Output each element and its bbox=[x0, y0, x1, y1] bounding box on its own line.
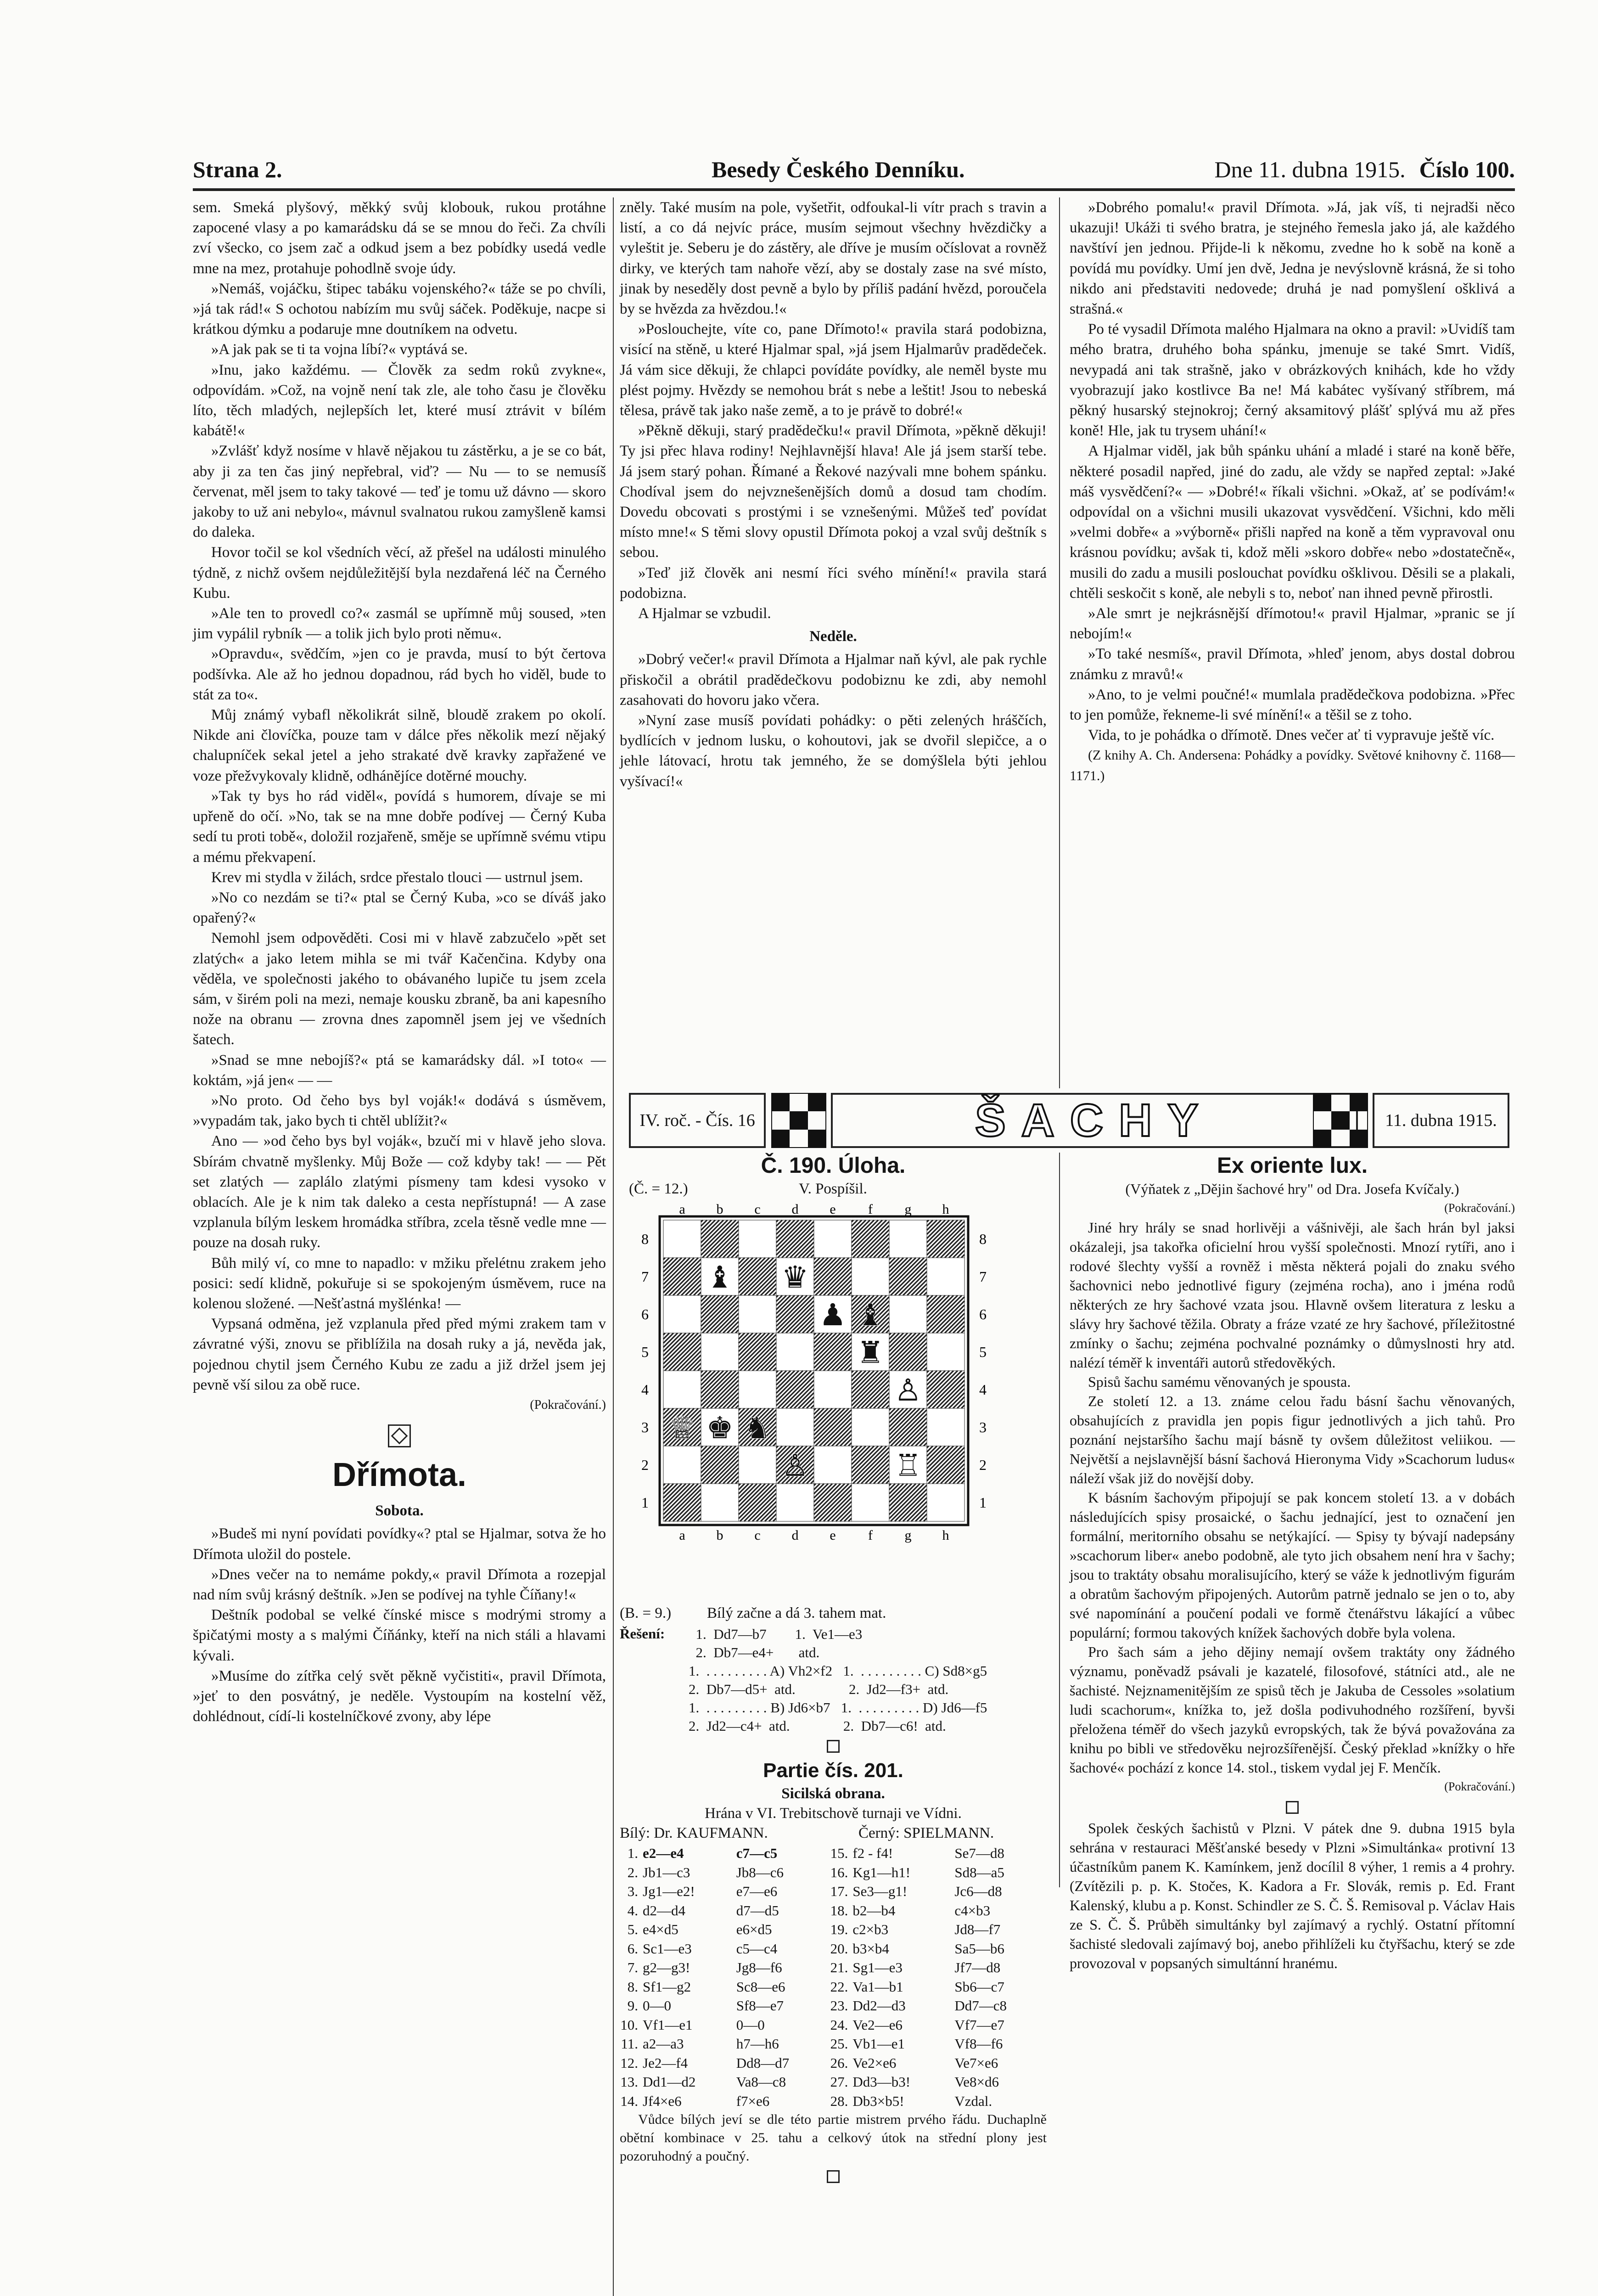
move-cell: g2—g3! bbox=[643, 1959, 690, 1975]
table-row bbox=[620, 1863, 1047, 1882]
rank-label: 8 bbox=[641, 1231, 649, 1247]
file-label: b bbox=[716, 1528, 723, 1543]
publication-title: Besedy Českého Denníku. bbox=[712, 157, 965, 182]
move-cell: Ve2—e6 bbox=[852, 2016, 903, 2033]
paragraph: Krev mi stydla v žilách, srdce přestalo tlouci — ustrnul jsem. bbox=[211, 869, 583, 886]
board-square bbox=[927, 1484, 964, 1521]
file-label: d bbox=[791, 1202, 799, 1217]
board-square bbox=[852, 1484, 889, 1521]
move-cell: 12. bbox=[620, 2054, 638, 2071]
paragraph: »To také nesmíš«, pravil Dřímota, »hleď jenom, abys dostal dobrou známku z mravů!« bbox=[1070, 646, 1515, 683]
board-square bbox=[776, 1408, 814, 1446]
move-cell: Jg8—f6 bbox=[736, 1959, 782, 1975]
move-cell: Se7—d8 bbox=[954, 1845, 1004, 1861]
table-row bbox=[620, 1958, 1047, 1977]
ornament-icon bbox=[388, 1424, 411, 1447]
move-cell: 0—0 bbox=[643, 1998, 671, 2014]
paragraph: »Snad se mne nebojíš?« ptá se kamarádsky dál. »I toto« — koktám, »já jen« — — bbox=[193, 1052, 606, 1089]
paragraph: »Nemáš, vojáčku, štipec tabáku vojenského?« táže se po chvíli, »já tak rád!« S ochotou nabízím mu svůj sáček. Poděkuje, nacpe si krátkou dýmku a podaruje mne doutníkem na odvetu. bbox=[193, 280, 606, 338]
problem-author: V. Pospíšil. bbox=[799, 1181, 867, 1197]
table-row bbox=[620, 1939, 1047, 1958]
table-row bbox=[620, 2034, 1047, 2054]
paragraph: »Zvlášť když nosíme v hlavě nějakou tu zástěrku, a je se co bát, aby ji za ten čas jiný nepřebral, viď? — Nu — to se nemusíš červenat, měl jsem to taky takové — teď je tomu už dávno — skoro jakoby to už ani nebylo«, mávnul svalnatou rukou zamyšleně kamsi do daleka. bbox=[193, 443, 606, 541]
board-square bbox=[889, 1295, 927, 1333]
board-square bbox=[927, 1408, 964, 1446]
move-cell: c4×b3 bbox=[954, 1902, 991, 1919]
column-1 bbox=[193, 197, 606, 1727]
move-cell: 16. bbox=[830, 1864, 848, 1880]
move-cell: 0—0 bbox=[736, 2016, 765, 2033]
white-player: Bílý: Dr. KAUFMANN. bbox=[620, 1825, 768, 1841]
move-cell: Sf8—e7 bbox=[736, 1998, 784, 2014]
file-label: e bbox=[830, 1202, 836, 1217]
move-cell: 15. bbox=[830, 1845, 848, 1861]
move-cell: 5. bbox=[627, 1921, 638, 1937]
move-cell: 23. bbox=[830, 1998, 848, 2014]
move-cell: Ve2×e6 bbox=[852, 2054, 897, 2071]
rank-label: 2 bbox=[979, 1457, 987, 1473]
paragraph: »A jak pak se ti ta vojna líbí?« vyptává se. bbox=[211, 341, 468, 358]
move-cell: 21. bbox=[830, 1959, 848, 1975]
problem-title: Č. 190. Úloha. bbox=[761, 1154, 906, 1178]
volume-number: IV. roč. - Čís. 16 bbox=[629, 1093, 766, 1148]
file-label: a bbox=[679, 1528, 685, 1543]
move-cell: c2×b3 bbox=[852, 1921, 889, 1937]
checker-ornament bbox=[771, 1093, 826, 1148]
move-cell: Vf8—f6 bbox=[954, 2036, 1003, 2052]
move-cell: c5—c4 bbox=[736, 1940, 778, 1957]
move-cell: Jg1—e2! bbox=[643, 1883, 695, 1899]
table-row bbox=[620, 1901, 1047, 1920]
move-cell: Dd2—d3 bbox=[852, 1998, 906, 2014]
essay-subtitle: (Výňatek z „Dějin šachové hry" od Dra. Josefa Kvíčaly.) bbox=[1125, 1181, 1459, 1197]
board-square bbox=[852, 1408, 889, 1446]
move-cell: 20. bbox=[830, 1940, 848, 1957]
board-square bbox=[739, 1371, 776, 1408]
page-number: Strana 2. bbox=[193, 157, 282, 182]
move-cell: Jb8—c6 bbox=[736, 1864, 784, 1880]
rank-label: 7 bbox=[979, 1268, 987, 1285]
move-cell: Sa5—b6 bbox=[954, 1940, 1004, 1957]
move-cell: Vf1—e1 bbox=[643, 2016, 693, 2033]
move-cell: Sd8—a5 bbox=[954, 1864, 1004, 1880]
move-cell: e7—e6 bbox=[736, 1883, 778, 1899]
continued-note: (Pokračování.) bbox=[530, 1397, 606, 1412]
rank-label: 6 bbox=[979, 1306, 987, 1322]
game-moves bbox=[620, 1844, 1047, 2110]
board-square bbox=[814, 1446, 852, 1484]
move-cell: 4. bbox=[627, 1902, 638, 1919]
move-cell: d7—d5 bbox=[736, 1902, 779, 1919]
chess-piece: ♛ bbox=[781, 1260, 809, 1295]
board-square bbox=[776, 1484, 814, 1521]
piece-count: (B. = 9.) bbox=[620, 1605, 672, 1621]
paragraph: »No proto. Od čeho bys byl voják!« dodává s úsměvem, »vypadám tak, jako bych ti chtěl ublížit?« bbox=[193, 1092, 606, 1130]
paragraph: Jiné hry hrály se snad horlivěji a vášnivěji, ale šach hrán byl jaksi okázaleji, jsa takořka oficielní hrou vyšší společnosti. Mnozí rytíři, ano i rodové šlechty vyšší a rovněž i města některá pojali do znaku svého šachovnici nebo jednotlivé figury (zejména rocha), ano i jména rodů některých ze hry šachové vzata jsou. Hlavně ovšem literatura z lesku a slávy hry šachové těžila. Obraty a fráze vzaté ze hry šachové, příležitostné zmínky o šachu; zejména pochvalné poznámky o důmyslnosti hry atd. nalézí téměř k inventáři autorů středověkých. bbox=[1070, 1219, 1515, 1371]
paragraph: »Tak ty bys ho rád viděl«, povídá s humorem, dívaje se mi upřeně do očí. »No, tak se na mne dobře podívej — Černý Kuba sedí tu proti tobě«, doložil rozjařeně, směje se upřímně svému vtipu a mému překvapení. bbox=[193, 788, 606, 866]
move-cell: 22. bbox=[830, 1978, 848, 1995]
rank-label: 3 bbox=[979, 1419, 987, 1435]
paragraph: »No co nezdám se ti?« ptal se Černý Kuba, »co se díváš jako opařený?« bbox=[193, 889, 606, 927]
move-cell: Jc6—d8 bbox=[954, 1883, 1002, 1899]
move-cell: Je2—f4 bbox=[643, 2054, 688, 2071]
rank-label: 5 bbox=[641, 1344, 649, 1360]
move-cell: d2—d4 bbox=[643, 1902, 685, 1919]
table-row bbox=[620, 2054, 1047, 2073]
paragraph: »Ale smrt je nejkrásnější dřímotou!« pravil Hjalmar, »pranic se jí nebojím!« bbox=[1070, 605, 1515, 642]
board-square bbox=[852, 1258, 889, 1295]
essay-title: Ex oriente lux. bbox=[1217, 1154, 1368, 1178]
chess-piece: ♝ bbox=[706, 1260, 734, 1295]
file-label: d bbox=[791, 1528, 799, 1543]
board-square bbox=[739, 1446, 776, 1484]
board-square bbox=[739, 1295, 776, 1333]
column-2 bbox=[620, 197, 1047, 792]
paragraph: »Poslouchejte, víte co, pane Dřímoto!« pravila stará podobizna, visící na stěně, u které Hjalmar spal, »já jsem Hjalmarův pradědeček. Já vám sice děkuji, že chlapci povídáte povídky, ale neměl byste mu plést pojmy. Hvězdy se nemohou brát s nebe a leštit! Jsou to nebeská tělesa, právě tak jako naše země, a to je právě to dobré!« bbox=[620, 321, 1047, 419]
move-cell: e4×d5 bbox=[643, 1921, 678, 1937]
paragraph: »Nyní zase musíš povídati pohádky: o pěti zelených hráščích, bydlících v jednom lusku, o kohoutovi, jak se dvořil slepičce, a o jehle látovací, hrotu tak jemného, že se domýšlela býti jehlou vyšívací!« bbox=[620, 712, 1047, 790]
chess-piece: ♞ bbox=[744, 1410, 771, 1446]
column-rule bbox=[1059, 1153, 1060, 1887]
chess-essay-column bbox=[1070, 1153, 1515, 1973]
move-cell: Va1—b1 bbox=[852, 1978, 903, 1995]
paragraph: »Musíme do zítřka celý svět pěkně vyčistiti«, pravil Dřímota, »jeť to den posvátný, je neděle. Vystoupím na kostelní věž, dohlédnout, cídí-li kostelníčkové zvony, aby lépe bbox=[193, 1667, 606, 1725]
paragraph: »Ano, to je velmi poučné!« mumlala pradědečkova podobizna. »Přec to jen pomůže, řekneme-li své mínění!« a těšil se z toho. bbox=[1070, 686, 1515, 724]
black-player: Černý: SPIELMANN. bbox=[858, 1825, 994, 1841]
column-rule bbox=[1059, 197, 1060, 1088]
paragraph: K básním šachovým připojují se pak koncem století 13. a v dobách následujících spisy prosaické, o šachu jednající, jest to označení jen formální, meritorního obsahu se netýkající. — Spisy ty bývají nadepsány »scachorum liber« anebo podobně, ale tyto jich obsahem není hra v šachy; jsou to traktáty obsahu moralisujícího, který se váže k jednotlivým figurám a obratům šachovým připojených. Autorům patrně jednalo se jen o to, aby své napomínání a poučení podali ve formě čtenářstvu lákající a vůbec populární; formou takových knížek šachových dobře byla volena. bbox=[1070, 1489, 1515, 1641]
continued-note: (Pokračování.) bbox=[1444, 1201, 1515, 1215]
move-cell: Va8—c8 bbox=[736, 2074, 786, 2090]
rank-label: 4 bbox=[641, 1381, 649, 1398]
paragraph: »Dnes večer na to nemáme pokdy,« pravil Dřímota a rozepjal nad ním svůj krásný deštník. »Jen se podívej na tyhle Číňany!« bbox=[193, 1566, 606, 1603]
file-label: e bbox=[830, 1528, 836, 1543]
rank-label: 1 bbox=[979, 1494, 987, 1511]
chess-problem-column bbox=[620, 1153, 1047, 2188]
solution: 1. Dd7—b7 1. Ve1—e3 2. Db7—e4+ atd. 1. . . . . . . . . . A) Vh2×f2 1. . . . . . . . . . C) Sd8×g5 2. Db7—d5+ atd. 2. Jd2—f3+ atd. 1. . . . . . . . . . B) Jd6×b7 1. . . . . . . . . . D) Jd6—f5 2. Jd2—c4+ atd. 2. Db7—c6! atd. bbox=[689, 1626, 987, 1734]
separator-icon bbox=[827, 1740, 840, 1753]
board-square bbox=[739, 1220, 776, 1258]
move-cell: b2—b4 bbox=[852, 1902, 896, 1919]
move-cell: 6. bbox=[627, 1940, 638, 1957]
chess-date: 11. dubna 1915. bbox=[1373, 1093, 1509, 1148]
chess-piece: ♜ bbox=[857, 1335, 884, 1370]
paragraph: A Hjalmar se vzbudil. bbox=[638, 605, 771, 622]
page-header bbox=[193, 156, 1515, 191]
table-row bbox=[620, 1920, 1047, 1939]
rank-label: 4 bbox=[979, 1381, 987, 1398]
column-3 bbox=[1070, 197, 1515, 786]
move-cell: Vb1—e1 bbox=[852, 2036, 905, 2052]
continued-note: (Pokračování.) bbox=[1444, 1780, 1515, 1793]
table-row bbox=[620, 2015, 1047, 2035]
move-cell: Jb1—c3 bbox=[643, 1864, 690, 1880]
move-cell: b3×b4 bbox=[852, 1940, 889, 1957]
paragraph: A Hjalmar viděl, jak bůh spánku uhání a mladé i staré na koně běře, některé posadil napřed, jiné do zadu, ale vždy se napřed zeptal: »Jaké máš vysvědčení?« — »Dobré!« říkali všichni. »Okaž, ať se podívám!« odpovídal on a všichni musili ukazovat vysvědčení. Všichni, kdo měli »velmi dobře« a »výborně« přišli napřed na koně a těm vypravoval onu krásnou povídku; avšak ti, kdož měli »skoro dobře« nebo »dostatečně«, musili do zadu a musili poslouchat povídku ošklivou. Děsili se a plakali, chtěli seskočit s koně, ale nebyli s to, neboť nan ihned pevně přirostli. bbox=[1070, 443, 1515, 602]
chess-diagram bbox=[620, 1199, 1047, 1604]
move-cell: Sc1—e3 bbox=[643, 1940, 692, 1957]
move-cell: Sf1—g2 bbox=[643, 1978, 691, 1995]
move-cell: Db3×b5! bbox=[852, 2093, 904, 2109]
club-report: Spolek českých šachistů v Plzni. V pátek dne 9. dubna 1915 byla sehrána v restauraci Měšťanské besedy v Plzni »Simultánka« protivní 13 účastníkům panem K. Kamínkem, jenž docílil 8 výher, 1 remis a 4 prohry. (Zvítězili p. p. K. Stočes, K. Kadora a Fr. Slovák, remis p. Ed. Frant Kalenský, klubu a p. Konst. Schindler ze S. Č. Š. Remisoval p. Václav Hais ze S. Č. Š. Průběh simultánky byl zajímavý a rychlý. Ostatní přítomní šachisté sledovali zajímavý boj, anebo přihlíželi ku čtyřšachu, který se zde provozoval v popsaných simultánní hranému. bbox=[1070, 1820, 1515, 1971]
move-cell: 28. bbox=[830, 2093, 848, 2109]
board-square bbox=[663, 1446, 701, 1484]
move-cell: a2—a3 bbox=[643, 2036, 684, 2052]
day-heading: Neděle. bbox=[809, 628, 857, 645]
board-square bbox=[889, 1220, 927, 1258]
move-cell: Ve7×e6 bbox=[954, 2054, 998, 2071]
board-square bbox=[814, 1220, 852, 1258]
paragraph: Ze století 12. a 13. známe celou řadu básní šachu věnovaných, obsahujících z pravidla jen popis figur jednotlivých a jich tahů. Pro poznání nejstaršího šachu mají básně ty ovšem důležitost veliikou. — Největší a nejslavnější básní šachová Hieronyma Vidy »Scachorum ludus« náleží však již do novější doby. bbox=[1070, 1393, 1515, 1486]
move-cell: 3. bbox=[627, 1883, 638, 1899]
move-cell: 19. bbox=[830, 1921, 848, 1937]
move-cell: e6×d5 bbox=[736, 1921, 772, 1937]
board-square bbox=[927, 1258, 964, 1295]
paragraph: Deštník podobal se velké čínské misce s modrými stromy a špičatými mosty a s malými Číňánky, kteří na nich stáli a hlavami kývali. bbox=[193, 1607, 606, 1664]
game-event: Hrána v VI. Trebitschově turnaji ve Vídni. bbox=[705, 1805, 962, 1822]
file-label: h bbox=[942, 1202, 949, 1217]
move-cell: Vzdal. bbox=[954, 2093, 992, 2109]
move-cell: Kg1—h1! bbox=[852, 1864, 911, 1880]
board-square bbox=[776, 1333, 814, 1371]
board-square bbox=[701, 1484, 739, 1521]
chess-piece: ♙ bbox=[894, 1373, 922, 1408]
move-cell: Jd8—f7 bbox=[954, 1921, 1001, 1937]
chess-piece: ♚ bbox=[706, 1410, 734, 1446]
paragraph: »Dobrého pomalu!« pravil Dřímota. »Já, jak víš, ti nejradši něco ukazuji! Ukáži ti svého bratra, je stejného řemesla jako já, ale každého navštíví jen jednou. Přijde-li k někomu, zvedne ho k sobě na koně a povídá mu povídky. Umí jen dvě, Jedna je nevýslovně krásná, že si toho nikdo ani představiti nedovede; druhá je nad pomyšlení ošklivá a strašná.« bbox=[1070, 199, 1515, 318]
table-row bbox=[620, 2072, 1047, 2092]
chess-piece: ♙ bbox=[781, 1448, 809, 1483]
move-cell: 13. bbox=[620, 2074, 638, 2090]
game-opening: Sicilská obrana. bbox=[781, 1785, 885, 1802]
table-row bbox=[620, 1882, 1047, 1901]
section-title: ŠACHY bbox=[831, 1093, 1358, 1148]
file-label: f bbox=[868, 1202, 873, 1217]
paragraph: Nemohl jsem odpověděti. Cosi mi v hlavě zabzučelo »pět set zlatých« a jako letem mihla se mi tvář Kačenčina. Kdyby ona věděla, ve společnosti jakého to obávaného lupiče tu jsem zcela sám, v širém poli na mezi, nemaje kousku zbraně, ba ani kapesního nože na obranu — zrovna dnes zapomněl jsem jej ve všedních šatech. bbox=[193, 930, 606, 1048]
paragraph: Pro šach sám a jeho dějiny nemají ovšem traktáty ony žádného významu, poněvadž psávali je kazatelé, filosofové, státníci atd., ale ne šachisté. Nejznamenitějším ze spisů těch je Jakuba de Cessoles »solatium ludi scachorum«, knížka to, jež došla podivuhodného rozšíření, byvši přeložena téměř do všech jazyků evropských, tak že bývá považována za knihu po bibli ve středověku nejrozšířenější. Český překlad »knížky o hře šachové« pochází z konce 14. stol., tiskem vydal jej F. Menčík. bbox=[1070, 1643, 1515, 1776]
move-cell: 26. bbox=[830, 2054, 848, 2071]
file-label: a bbox=[679, 1202, 685, 1217]
issue-date: Dne 11. dubna 1915. Číslo 100. bbox=[1214, 157, 1515, 182]
stipulation: Bílý začne a dá 3. tahem mat. bbox=[707, 1605, 886, 1621]
move-cell: Dd1—d2 bbox=[643, 2074, 696, 2090]
file-label: h bbox=[942, 1528, 949, 1543]
chess-board bbox=[620, 1199, 1047, 1604]
move-cell: Se3—g1! bbox=[852, 1883, 908, 1899]
move-cell: 8. bbox=[627, 1978, 638, 1995]
chess-piece: ♝ bbox=[857, 1297, 884, 1333]
paragraph: Spisů šachu samému věnovaných je spousta. bbox=[1088, 1373, 1351, 1390]
paragraph: sem. Smeká plyšový, měkký svůj klobouk, rukou protáhne zapocené vlasy a po kamarádsku dá se se mnou do řeči. Za chvíli zví všecko, co jsem zač a odkud jsem a bez pobídky usedá vedle mne na mez, protahuje pohodlně svoje údy. bbox=[193, 199, 606, 277]
move-cell: Sc8—e6 bbox=[736, 1978, 785, 1995]
move-cell: 24. bbox=[830, 2016, 848, 2033]
table-row bbox=[620, 1977, 1047, 1997]
board-square bbox=[663, 1371, 701, 1408]
move-cell: 18. bbox=[830, 1902, 848, 1919]
checker-ornament bbox=[1313, 1093, 1368, 1148]
file-label: c bbox=[754, 1202, 761, 1217]
move-cell: Jf7—d8 bbox=[954, 1959, 1001, 1975]
game-title: Partie čís. 201. bbox=[763, 1759, 903, 1782]
move-cell: Dd7—c8 bbox=[954, 1998, 1007, 2014]
move-cell: h7—h6 bbox=[736, 2036, 779, 2052]
move-cell: 7. bbox=[627, 1959, 638, 1975]
move-cell: 17. bbox=[830, 1883, 848, 1899]
story-title: Dřímota. bbox=[332, 1457, 467, 1494]
move-cell: 11. bbox=[621, 2036, 638, 2052]
table-row bbox=[620, 1844, 1047, 1863]
rank-label: 6 bbox=[641, 1306, 649, 1322]
move-cell: c7—c5 bbox=[736, 1845, 778, 1861]
paragraph: Bůh milý ví, co mne to napadlo: v mžiku přelétnu zrakem jeho posici: sedí klidně, pokuřuje si se spokojeným úsměvem, ruce na kolenou složené. —Nešťastná myšlénka! — bbox=[193, 1255, 606, 1312]
game-note: Vůdce bílých jeví se dle této partie mistrem prvého řádu. Duchaplně obětní kombinace v 25. tahu a celkový útok na střední plony jest pozoruhodný a poučný. bbox=[620, 2112, 1047, 2164]
chess-piece: ♕ bbox=[668, 1410, 696, 1446]
separator-icon bbox=[1286, 1801, 1299, 1814]
move-cell: Dd8—d7 bbox=[736, 2054, 790, 2071]
move-cell: 1. bbox=[627, 1845, 638, 1861]
rank-label: 5 bbox=[979, 1344, 987, 1360]
move-cell: 25. bbox=[830, 2036, 848, 2052]
paragraph: »Budeš mi nyní povídati povídky«? ptal se Hjalmar, sotva že ho Dřímota uložil do postele. bbox=[193, 1525, 606, 1563]
column-rule bbox=[613, 197, 614, 2296]
day-heading: Sobota. bbox=[375, 1503, 424, 1519]
paragraph: Vypsaná odměna, jež vzplanula před před mými zrakem tam v závratné výši, znovu se přiblížila na dosah ruky a já, nevěda jak, pojednou chytil jsem Černého Kubu ze zadu a již držel jsem jej pevně vší silou za obě ruce. bbox=[193, 1316, 606, 1393]
move-cell: f7×e6 bbox=[736, 2093, 770, 2109]
file-label: f bbox=[868, 1528, 873, 1543]
board-square bbox=[663, 1295, 701, 1333]
paragraph: Vida, to je pohádka o dřímotě. Dnes večer ať ti vypravuje ještě víc. bbox=[1088, 727, 1495, 744]
rank-label: 2 bbox=[641, 1457, 649, 1473]
move-cell: 9. bbox=[627, 1998, 638, 2014]
chess-piece: ♖ bbox=[894, 1448, 922, 1483]
paragraph: »Inu, jako každému. — Člověk za sedm roků zvykne«, odpovídám. »Což, na vojně není tak zle, ale toho času je člověku líto, těch mladých, nejlepších let, které musí ztrávit v bílém kabátě!« bbox=[193, 361, 606, 439]
move-cell: 14. bbox=[620, 2093, 638, 2109]
board-square bbox=[663, 1220, 701, 1258]
move-cell: 10. bbox=[620, 2016, 638, 2033]
move-cell: Sb6—c7 bbox=[954, 1978, 1004, 1995]
paragraph: »Pěkně děkuji, starý pradědečku!« pravil Dřímota, »pěkně děkuji! Ty jsi přec hlava rodiny! Nejhlavnější hlava! Ale já jsem starší tebe. Já jsem starý pohan. Římané a Řekové nazývali mne bohem spánku. Chodíval jsem do nejvznešenějších domů a dosud tam chodím. Dovedu obcovati s prostými i se vznešenými. Můžeš teď povídat místo mne!« S těmi slovy opustil Dřímota pokoj a vzal svůj deštník s sebou. bbox=[620, 422, 1047, 561]
paragraph: »Ale ten to provedl co?« zasmál se upřímně můj soused, »ten jim vypálil rybník — a tolik jich bylo proti němu«. bbox=[193, 605, 606, 642]
board-square bbox=[814, 1371, 852, 1408]
paragraph: »Teď již člověk ani nesmí říci svého mínění!« pravila stará podobizna. bbox=[620, 564, 1047, 602]
chess-piece: ♟ bbox=[819, 1297, 847, 1333]
file-label: g bbox=[904, 1202, 912, 1217]
rank-label: 8 bbox=[979, 1231, 987, 1247]
move-cell: Dd3—b3! bbox=[852, 2074, 911, 2090]
move-cell: 27. bbox=[830, 2074, 848, 2090]
paragraph: Můj známý vybafl několikrát silně, bloudě zrakem po okolí. Nikde ani človíčka, pouze tam v dálce přes několik mezí nějaký chalupníček sekal jetel a jeho strakaté dvě kravky zapřažené ve voze přežvykovaly klidně, odhánějíce dotěrné mouchy. bbox=[193, 707, 606, 784]
paragraph: Hovor točil se kol všedních věcí, až přešel na události minulého týdně, z nichž ovšem nejdůležitější byla nezdařená léč na Černého Kubu. bbox=[193, 544, 606, 602]
move-cell: e2—e4 bbox=[643, 1845, 684, 1861]
file-label: g bbox=[904, 1528, 912, 1543]
chess-section-banner bbox=[629, 1093, 1515, 1148]
rank-label: 3 bbox=[641, 1419, 649, 1435]
paragraph: zněly. Také musím na pole, vyšetřit, odfoukal-li vítr prach s travin a listí, a co dá nejvíc práce, musím sejmout všechny hvězdičky a vyleštit je. Seberu je do zástěry, ale dříve je musím očíslovat a rovněž dirky, ve kterých tam nahoře vězí, aby se dostaly zase na své místo, jinak by neseděly dost pevně a bylo by příliš padání hvězd, poroučela by se hvězda za hvězdou.!« bbox=[620, 199, 1047, 318]
move-cell: Sg1—e3 bbox=[852, 1959, 903, 1975]
paragraph: »Opravdu«, svědčím, »jen co je pravda, musí to být čertova podšívka. Ale až ho jednou dopadnou, rád bych ho viděl, bude to stát za to«. bbox=[193, 646, 606, 703]
table-row bbox=[620, 1996, 1047, 2015]
move-cell: Jf4×e6 bbox=[643, 2093, 682, 2109]
table-row bbox=[620, 2092, 1047, 2111]
board-square bbox=[927, 1333, 964, 1371]
problem-ref: (Č. = 12.) bbox=[629, 1181, 688, 1197]
move-cell: f2 - f4! bbox=[852, 1845, 893, 1861]
separator-icon bbox=[827, 2170, 840, 2183]
board-square bbox=[701, 1333, 739, 1371]
rank-label: 1 bbox=[641, 1494, 649, 1511]
file-label: b bbox=[716, 1202, 723, 1217]
source-note: (Z knihy A. Ch. Andersena: Pohádky a povídky. Světové knihovny č. 1168—1171.) bbox=[1070, 748, 1515, 783]
move-cell: Vf7—e7 bbox=[954, 2016, 1004, 2033]
paragraph: Po té vysadil Dřímota malého Hjalmara na okno a pravil: »Uvidíš tam mého bratra, druhého boha spánku, jmenuje se také Smrt. Vidíš, nevypadá ani tak strašně, jako v obrázkových knihách, kde ho vždy vyobrazují jako kostlivce Ba ne! Má kabátec vyšívaný stříbrem, má pěkný husarský stejnokroj; černý aksamitový plášť splývá mu až přes koně! Hle, jak tu trysem uhání!« bbox=[1070, 321, 1515, 439]
file-label: c bbox=[754, 1528, 761, 1543]
move-cell: 2. bbox=[627, 1864, 638, 1880]
paragraph: Ano — »od čeho bys byl voják«, bzučí mi v hlavě jeho slova. Sbírám chvatně myšlenky. Můj Bože — což kdyby tak! — — Pět set zlatých — zaplálo zlatými písmeny tam kdesi vysoko v oblacích. Ale je k nim tak daleko a cesta nepřístupná! — A zase vzplanula bílým leskem hromádka stříbra, zcela těsně vedle mne — pouze na dosah ruky. bbox=[193, 1133, 606, 1251]
paragraph: »Dobrý večer!« pravil Dřímota a Hjalmar naň kývl, ale pak rychle přiskočil a obrátil pradědečkovu podobiznu ke zdi, aby nemohl zasahovati do hovoru jako včera. bbox=[620, 651, 1047, 709]
rank-label: 7 bbox=[641, 1268, 649, 1285]
solution-label: Řešení: bbox=[620, 1626, 665, 1642]
move-cell: Ve8×d6 bbox=[954, 2074, 999, 2090]
